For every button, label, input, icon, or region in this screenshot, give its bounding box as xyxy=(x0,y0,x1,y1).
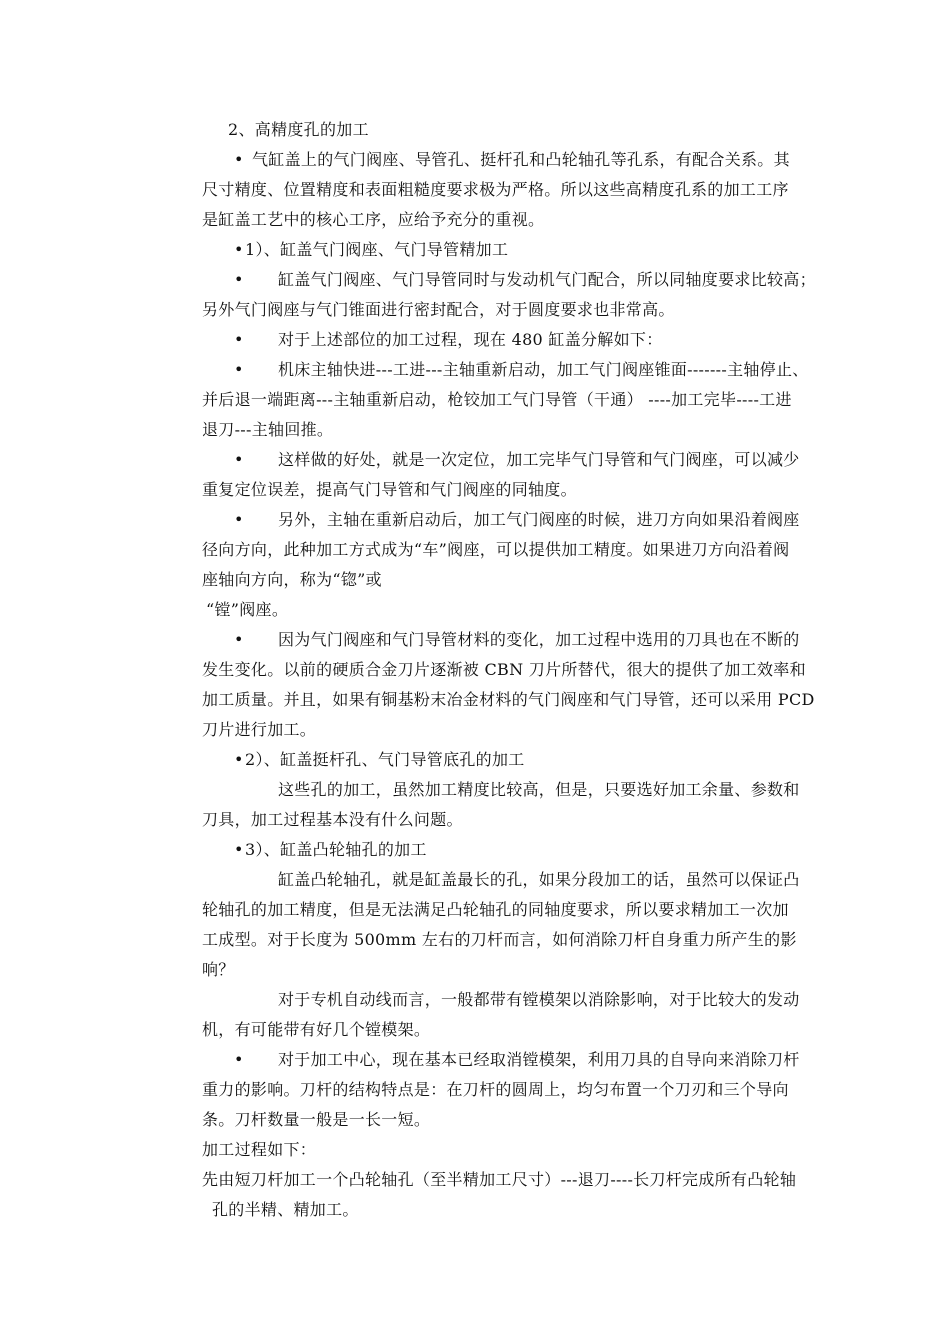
bullet-marker: • xyxy=(234,630,244,649)
bullet-marker: • xyxy=(234,360,244,379)
bullet-marker: • xyxy=(234,1050,244,1069)
paragraph-line: 退刀---主轴回推。 xyxy=(202,420,334,439)
bullet-marker: • xyxy=(234,240,244,259)
paragraph-line: 缸盖凸轮轴孔，就是缸盖最长的孔，如果分段加工的话，虽然可以保证凸 xyxy=(278,870,800,889)
paragraph-line: 发生变化。以前的硬质合金刀片逐渐被 CBN 刀片所替代，很大的提供了加工效率和 xyxy=(202,660,806,679)
subsection-heading: 3）、缸盖凸轮轴孔的加工 xyxy=(245,840,427,859)
paragraph-line: “镗”阀座。 xyxy=(206,600,289,619)
paragraph-line: 条。刀杆数量一般是一长一短。 xyxy=(202,1110,431,1129)
paragraph-line: 重复定位误差，提高气门导管和气门阀座的同轴度。 xyxy=(202,480,577,499)
paragraph-line: 加工过程如下： xyxy=(202,1140,317,1159)
subsection-heading: 1）、缸盖气门阀座、气门导管精加工 xyxy=(245,240,509,259)
paragraph-line: 尺寸精度、位置精度和表面粗糙度要求极为严格。所以这些高精度孔系的加工工序 xyxy=(202,180,789,199)
paragraph-line: 对于上述部位的加工过程，现在 480 缸盖分解如下： xyxy=(278,330,663,349)
paragraph-line: 重力的影响。刀杆的结构特点是：在刀杆的圆周上，均匀布置一个刀刃和三个导向 xyxy=(202,1080,789,1099)
section-heading: 2、高精度孔的加工 xyxy=(228,120,369,139)
bullet-marker: • xyxy=(234,750,244,769)
paragraph-line: 工成型。对于长度为 500mm 左右的刀杆而言，如何消除刀杆自身重力所产生的影 xyxy=(202,930,797,949)
paragraph-line: 机，有可能带有好几个镗模架。 xyxy=(202,1020,431,1039)
paragraph-line: 并后退一端距离---主轴重新启动，枪铰加工气门导管（干通） ----加工完毕----工进 xyxy=(202,390,792,409)
paragraph-line: 径向方向，此种加工方式成为“车”阀座，可以提供加工精度。如果进刀方向沿着阀 xyxy=(202,540,790,559)
bullet-marker: • xyxy=(234,840,244,859)
paragraph-line: 孔的半精、精加工。 xyxy=(212,1200,359,1219)
bullet-marker: • xyxy=(234,330,244,349)
paragraph-line: 这些孔的加工，虽然加工精度比较高，但是，只要选好加工余量、参数和 xyxy=(278,780,800,799)
bullet-marker: • xyxy=(234,450,244,469)
bullet-marker: • xyxy=(234,510,244,529)
bullet-marker: • xyxy=(234,270,244,289)
paragraph-line: 因为气门阀座和气门导管材料的变化，加工过程中选用的刀具也在不断的 xyxy=(278,630,800,649)
paragraph-line: 另外，主轴在重新启动后，加工气门阀座的时候，进刀方向如果沿着阀座 xyxy=(278,510,800,529)
paragraph-line: 机床主轴快进---工进---主轴重新启动，加工气门阀座锥面-------主轴停止、 xyxy=(278,360,809,379)
subsection-heading: 2）、缸盖挺杆孔、气门导管底孔的加工 xyxy=(245,750,525,769)
paragraph-line: 先由短刀杆加工一个凸轮轴孔（至半精加工尺寸）---退刀----长刀杆完成所有凸轮轴 xyxy=(202,1170,797,1189)
paragraph-line: 响？ xyxy=(202,960,235,979)
paragraph-line: 对于加工中心，现在基本已经取消镗模架，利用刀具的自导向来消除刀杆 xyxy=(278,1050,800,1069)
paragraph-line: 这样做的好处，就是一次定位，加工完毕气门导管和气门阀座，可以减少 xyxy=(278,450,800,469)
paragraph-line: 是缸盖工艺中的核心工序，应给予充分的重视。 xyxy=(202,210,545,229)
paragraph-line: 刀片进行加工。 xyxy=(202,720,317,739)
paragraph-line: 座轴向方向，称为“锪”或 xyxy=(202,570,382,589)
paragraph-line: 另外气门阀座与气门锥面进行密封配合，对于圆度要求也非常高。 xyxy=(202,300,675,319)
paragraph-line: 对于专机自动线而言，一般都带有镗模架以消除影响，对于比较大的发动 xyxy=(278,990,800,1009)
bullet-marker: • xyxy=(234,150,244,169)
paragraph-line: 气缸盖上的气门阀座、导管孔、挺杆孔和凸轮轴孔等孔系，有配合关系。其 xyxy=(252,150,790,169)
paragraph-line: 缸盖气门阀座、气门导管同时与发动机气门配合，所以同轴度要求比较高； xyxy=(278,270,816,289)
paragraph-line: 加工质量。并且，如果有铜基粉末冶金材料的气门阀座和气门导管，还可以采用 PCD xyxy=(202,690,815,709)
paragraph-line: 刀具，加工过程基本没有什么问题。 xyxy=(202,810,463,829)
paragraph-line: 轮轴孔的加工精度，但是无法满足凸轮轴孔的同轴度要求，所以要求精加工一次加 xyxy=(202,900,789,919)
